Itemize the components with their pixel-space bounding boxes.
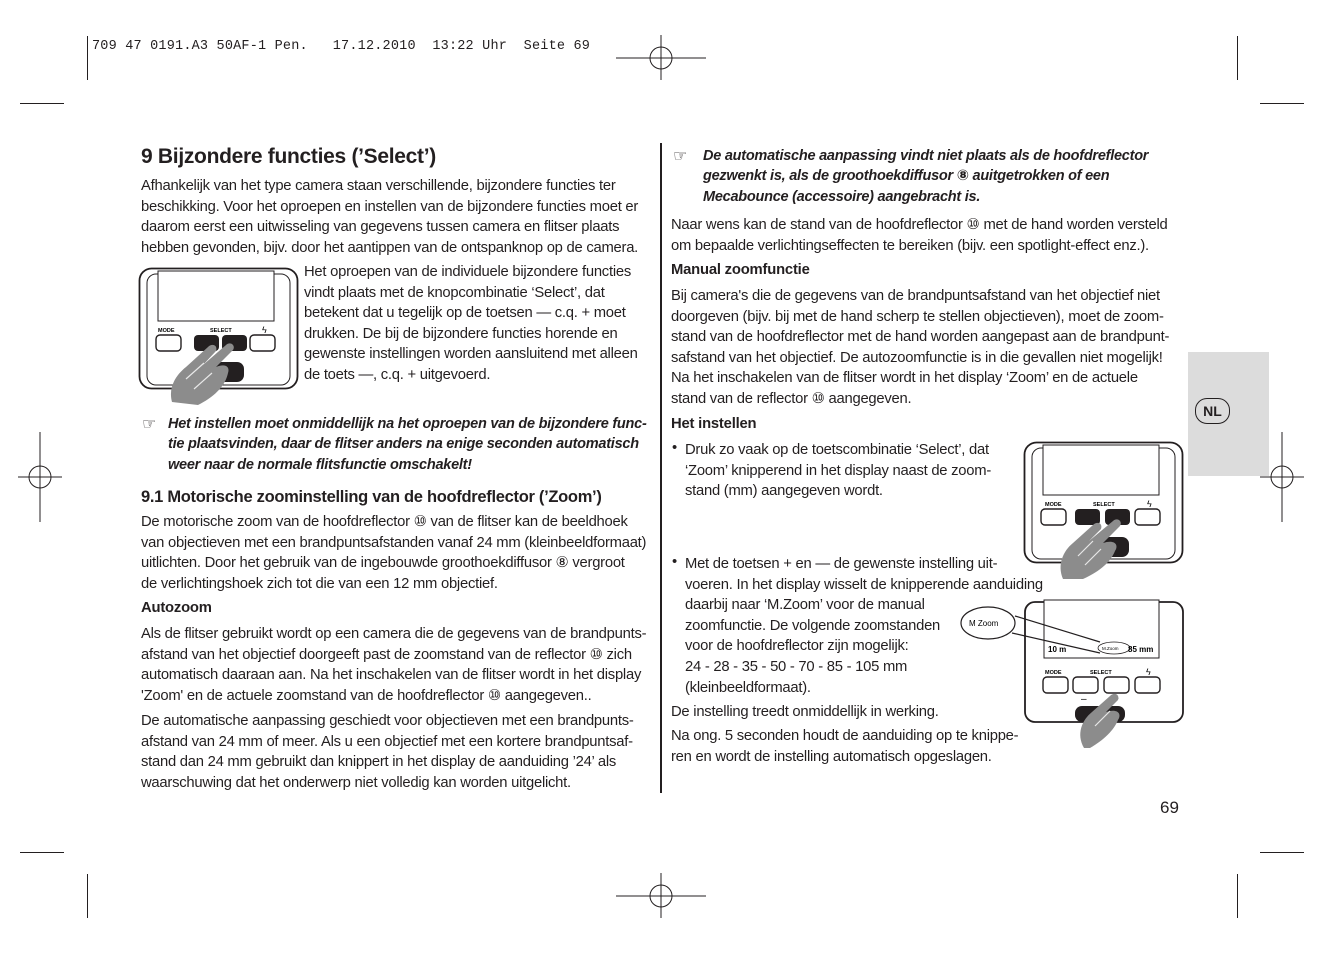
setting-heading: Het instellen: [671, 416, 757, 432]
manual-zoom-paragraph: Bij camera's die de gegevens van de brandpuntsafstand van het objectief niet doorgeven (bijv. bij met de hand scherp te stellen objectieven), moet de zoom- stand van de hoofdreflector met de hand worden aangepast aan de brandpunt- safstand van het objectief. De autozoomfunctie is in die gevallen niet mogelijk! Na het inschakelen van de flitser wordt in het display ‘Zoom’ en de actuele stand van de reflector ⑩ aangegeven.: [671, 288, 1170, 407]
svg-text:ϟ: ϟ: [1146, 667, 1151, 677]
pointing-hand-icon: ☞: [142, 416, 157, 433]
language-tab: [1188, 352, 1269, 476]
note-right: De automatische aanpassing vindt niet plaats als de hoofdreflector gezwenkt is, als de groothoekdiffusor ⑧ auitgetrokken of een Mecabounce (accessoire) aangebracht is.: [703, 148, 1149, 205]
instant-effect-text: De instelling treedt onmiddellijk in werking.: [671, 704, 939, 720]
figure-description: Het oproepen van de individuele bijzondere functies vindt plaats met de knopcombinatie ‘Select’, dat betekent dat u tegelijk op de toetsen — c.q. + moet drukken. De bij de bijzondere functies horende en gewenste instellingen worden aansluitend met alleen de toets —, c.q. + uitgevoerd.: [304, 264, 638, 383]
svg-text:SELECT: SELECT: [1090, 670, 1112, 676]
column-divider: [660, 143, 662, 793]
autozoom-paragraph-2: De automatische aanpassing geschiedt voor objectieven met een brandpunts- afstand van 24 mm of meer. Als u een objectief met een kortere brandpuntsaf- stand dan 24 mm gebruikt dan knippert in het display de aanduiding ’24’ als waarschuwing dat het onderwerp niet volledig kan worden uitgelicht.: [141, 713, 634, 791]
bullet-1-marker: •: [672, 440, 678, 456]
manual-zoom-heading: Manual zoomfunctie: [671, 262, 810, 278]
autozoom-heading: Autozoom: [141, 600, 212, 616]
svg-text:SELECT: SELECT: [1093, 502, 1115, 508]
select-label: SELECT: [210, 328, 232, 334]
note-left: Het instellen moet onmiddellijk na het oproepen van de bijzondere func- tie plaatsvinden, daar de flitser anders na enige seconden automatisch weer naar de normale flitsfunctie omschakelt!: [168, 416, 647, 473]
display-mzoom: M.Zoom: [1102, 646, 1119, 651]
print-header: 709 47 0191.A3 50AF-1 Pen. 17.12.2010 13:22 Uhr Seite 69: [92, 39, 591, 54]
mzoom-callout: M Zoom: [969, 619, 999, 628]
bullet-1-text: Druk zo vaak op de toetscombinatie ‘Select’, dat ‘Zoom’ knipperend in het display naast de zoom- stand (mm) aangegeven wordt.: [685, 442, 992, 500]
bullet-2-text: Met de toetsen + en — de gewenste instelling uit- voeren. In het display wisselt de knipperende aanduiding daarbij naar ‘M.Zoom’ voor de manual zoomfunctie. De volgende zoomstanden voor de hoofdreflector zijn mogelijk: 24 - 28 - 35 - 50 - 70 - 85 - 105 mm (kleinbeeldformaat).: [685, 556, 1043, 696]
svg-text:ϟ: ϟ: [1147, 499, 1152, 509]
bullet-2-marker: •: [672, 554, 678, 570]
language-badge: NL: [1195, 398, 1230, 424]
svg-text:–: –: [1081, 694, 1087, 705]
mode-label: MODE: [158, 328, 175, 334]
section-title-zoom: 9.1 Motorische zoominstelling van de hoofdreflector (’Zoom’): [141, 488, 602, 506]
zoom-paragraph: De motorische zoom van de hoofdreflector ⑩ van de flitser kan de beeldhoek van objectieven met een brandpuntsafstanden vanaf 24 mm (kleinbeeldformaat) uitlichten. Door het gebruik van de ingebouwde groothoekdiffusor ⑧ vergroot de verlichtingshoek zich tot die van een 12 mm objectief.: [141, 514, 647, 592]
mzoom-display-figure: [960, 598, 1186, 750]
page-title: 9 Bijzondere functies (’Select’): [141, 145, 436, 168]
autozoom-paragraph: Als de flitser gebruikt wordt op een camera die de gegevens van de brandpunts- afstand van het objectief doorgeeft past de zoomstand van de reflector ⑩ zich automatisch daaraan aan. Na het inschakelen van de flitser wordt in het display 'Zoom' en de actuele zoomstand van de hoofdreflector ⑩ aangegeven..: [141, 626, 647, 704]
auto-save-text: Na ong. 5 seconden houdt de aanduiding op te knippe- ren en wordt de instelling automatisch opgeslagen.: [671, 728, 1019, 765]
page-number: 69: [1160, 798, 1179, 817]
pointing-hand-icon: ☞: [673, 148, 688, 165]
svg-text:MODE: MODE: [1045, 502, 1062, 508]
select-zoom-figure: [1023, 441, 1185, 581]
select-button-figure: [138, 267, 300, 407]
flash-label: ϟ: [262, 325, 267, 335]
display-focal: 85 mm: [1128, 645, 1154, 654]
svg-text:MODE: MODE: [1045, 670, 1062, 676]
display-distance: 10 m: [1048, 645, 1067, 654]
manual-adjust-paragraph: Naar wens kan de stand van de hoofdreflector ⑩ met de hand worden versteld om bepaalde verlichtingseffecten te bereiken (bijv. een spotlight-effect enz.).: [671, 217, 1168, 254]
intro-paragraph: Afhankelijk van het type camera staan verschillende, bijzondere functies ter beschikking. Voor het oproepen en instellen van de bijzondere functies moet er daarom eerst een uitwisseling van gegevens tussen camera en flitser plaats hebben gevonden, bijv. door het aantippen van de ontspanknop op de camera.: [141, 178, 639, 256]
